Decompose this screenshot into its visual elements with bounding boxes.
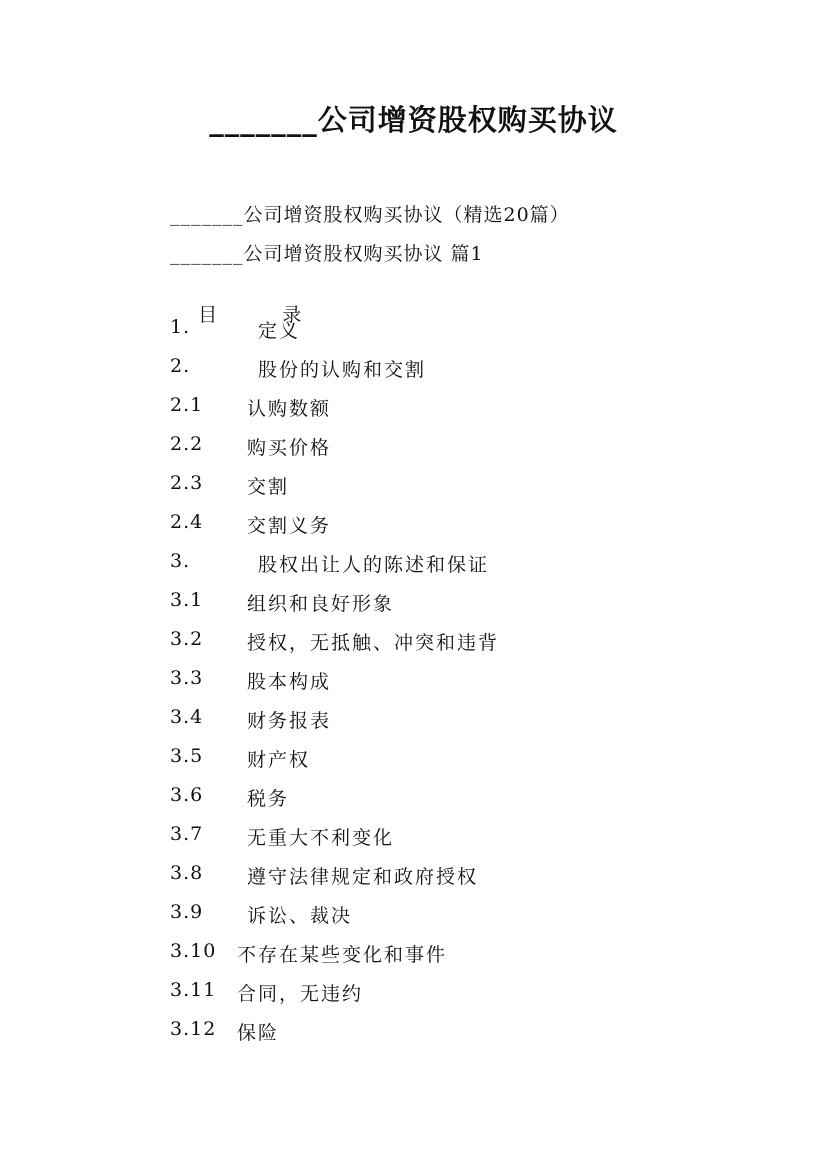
toc-num: 3.9: [170, 901, 204, 923]
toc-text: 诉讼、裁决: [247, 905, 353, 927]
toc-num: 3.6: [170, 784, 204, 806]
toc-text: 交割义务: [247, 515, 332, 537]
toc-num: 3.12: [170, 1018, 217, 1040]
toc-text: 购买价格: [247, 437, 332, 459]
toc-text: 遵守法律规定和政府授权: [247, 866, 479, 888]
toc-num: 3.7: [170, 823, 204, 845]
toc-text: 财产权: [247, 749, 311, 771]
toc-num: 3.5: [170, 745, 204, 767]
toc-label-1: 目: [198, 304, 219, 326]
toc-num: 2.2: [170, 433, 204, 455]
toc-num: 3.4: [170, 706, 204, 728]
toc-text: 授权，无抵触、冲突和违背: [247, 632, 500, 654]
toc-num: 1.: [170, 316, 191, 338]
toc-text: 无重大不利变化: [247, 827, 395, 849]
toc-num: 2.3: [170, 472, 204, 494]
article-heading: _______公司增资股权购买协议 篇1: [170, 243, 484, 265]
toc-text: 合同，无违约: [237, 983, 364, 1005]
toc-text: 股权出让人的陈述和保证: [258, 554, 490, 576]
toc-text: 股本构成: [247, 671, 332, 693]
toc-num: 2.: [170, 355, 191, 377]
toc-num: 3.2: [170, 628, 204, 650]
document-subtitle: _______公司增资股权购买协议（精选20篇）: [170, 204, 570, 226]
toc-num: 3.3: [170, 667, 204, 689]
toc-text: 不存在某些变化和事件: [237, 944, 448, 966]
toc-text: 组织和良好形象: [247, 593, 395, 615]
toc-text: 交割: [247, 476, 290, 498]
toc-text: 定义: [258, 320, 301, 342]
toc-text: 股份的认购和交割: [258, 359, 427, 381]
toc-text: 保险: [237, 1022, 280, 1044]
toc-label-2: 录: [282, 304, 303, 326]
toc-num: 3.1: [170, 589, 204, 611]
toc-num: 2.1: [170, 394, 204, 416]
toc-num: 3.10: [170, 940, 217, 962]
document-title: _______公司增资股权购买协议: [209, 103, 618, 137]
toc-num: 2.4: [170, 511, 204, 533]
toc-num: 3.8: [170, 862, 204, 884]
toc-text: 财务报表: [247, 710, 332, 732]
toc-num: 3.11: [170, 979, 217, 1001]
toc-num: 3.: [170, 550, 191, 572]
toc-text: 认购数额: [247, 398, 332, 420]
toc-text: 税务: [247, 788, 290, 810]
